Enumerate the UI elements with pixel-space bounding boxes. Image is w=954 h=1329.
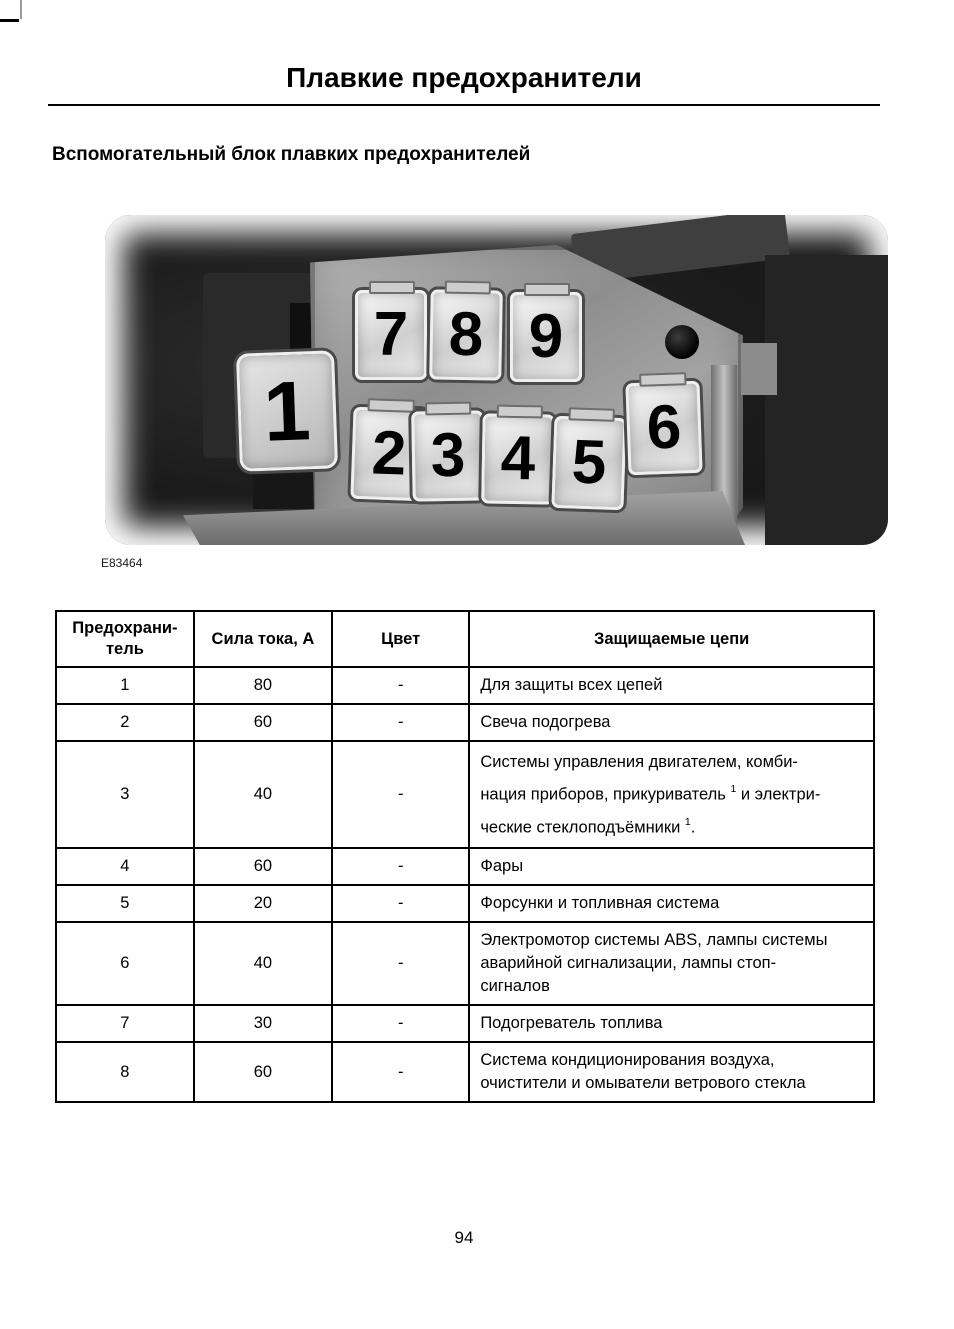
fuse-label-1: 1 <box>236 350 338 471</box>
circuit-line: ческие стеклоподъёмники $^1$. <box>480 815 696 836</box>
fuse-number-cell: 7 <box>56 1005 194 1042</box>
color-cell: - <box>332 667 469 704</box>
amperage-cell: 60 <box>194 704 332 741</box>
amperage-cell: 80 <box>194 667 332 704</box>
photo-tab-shape <box>741 343 777 395</box>
amperage-cell: 60 <box>194 1042 332 1102</box>
fuse-box-photo <box>105 215 888 545</box>
page-corner-mark-vertical <box>20 0 22 19</box>
fuse-label-4: 4 <box>481 413 555 504</box>
circuit-line: Системы управления двигателем, комби- <box>480 753 798 771</box>
fuse-number-cell: 4 <box>56 848 194 885</box>
circuits-cell <box>469 922 874 1005</box>
circuit-line: очистители и омыватели ветрового стекла <box>480 1074 806 1092</box>
fuse-label-5: 5 <box>551 416 626 510</box>
section-heading: Вспомогательный блок плавких предохранителей <box>52 144 531 165</box>
table-row <box>56 1042 874 1102</box>
color-cell: - <box>332 922 469 1005</box>
fuse-label-6: 6 <box>625 381 702 476</box>
circuit-line: Подогреватель топлива <box>480 1014 663 1032</box>
fuse-number-cell: 8 <box>56 1042 194 1102</box>
circuits-cell <box>469 704 874 741</box>
circuit-line: Форсунки и топливная система <box>480 894 720 912</box>
circuit-line: Электромотор системы ABS, лампы системы <box>480 931 828 949</box>
circuit-line: Свеча подогрева <box>480 713 611 731</box>
fuse-label-3: 3 <box>411 410 485 501</box>
fuse-label-2: 2 <box>350 407 427 502</box>
circuits-cell <box>469 1005 874 1042</box>
amperage-cell: 40 <box>194 922 332 1005</box>
fuse-box-hole <box>665 325 699 359</box>
column-header: Предохрани- тель <box>56 611 194 667</box>
circuits-cell <box>469 1042 874 1102</box>
color-cell: - <box>332 885 469 922</box>
amperage-cell: 60 <box>194 848 332 885</box>
page-title: Плавкие предохранители <box>286 62 642 93</box>
fuse-label-9: 9 <box>510 292 582 382</box>
table-row <box>56 922 874 1005</box>
fuses-table <box>55 610 875 1103</box>
fuse-number-cell: 3 <box>56 741 194 848</box>
amperage-cell: 20 <box>194 885 332 922</box>
photo-housing-shape <box>765 255 888 545</box>
color-cell: - <box>332 1042 469 1102</box>
amperage-cell: 40 <box>194 741 332 848</box>
table-header-row <box>56 611 874 667</box>
column-header: Сила тока, А <box>194 611 332 667</box>
circuit-line: Фары <box>480 857 524 875</box>
circuit-line: аварийной сигнализации, лампы стоп- <box>480 954 777 972</box>
footnote-marker: 1 <box>730 783 737 795</box>
column-header: Защищаемые цепи <box>469 611 874 667</box>
fuse-number-cell: 6 <box>56 922 194 1005</box>
table-row <box>56 741 874 848</box>
circuits-cell <box>469 848 874 885</box>
color-cell: - <box>332 704 469 741</box>
circuits-cell <box>469 667 874 704</box>
circuit-line: сигналов <box>480 977 550 995</box>
fuse-number-cell: 1 <box>56 667 194 704</box>
circuit-line: нация приборов, прикуриватель $^1$ и электри- <box>480 783 821 804</box>
table-row <box>56 848 874 885</box>
circuit-line: Система кондиционирования воздуха, <box>480 1051 775 1069</box>
color-cell: - <box>332 741 469 848</box>
page-corner-mark-horizontal <box>0 19 19 22</box>
column-header: Цвет <box>332 611 469 667</box>
fuse-number-cell: 5 <box>56 885 194 922</box>
table-row <box>56 1005 874 1042</box>
footnote-marker: 1 <box>684 815 691 828</box>
fuse-label-8: 8 <box>429 289 503 380</box>
figure-code: E83464 <box>101 556 143 570</box>
table-body <box>56 667 874 1102</box>
title-divider <box>48 104 880 106</box>
amperage-cell: 30 <box>194 1005 332 1042</box>
page-number: 94 <box>454 1228 474 1247</box>
circuits-cell <box>469 885 874 922</box>
color-cell: - <box>332 848 469 885</box>
table-row <box>56 667 874 704</box>
table-row <box>56 885 874 922</box>
circuits-cell <box>469 741 874 848</box>
table-row <box>56 704 874 741</box>
color-cell: - <box>332 1005 469 1042</box>
fuse-number-cell: 2 <box>56 704 194 741</box>
fuse-label-7: 7 <box>355 290 427 380</box>
circuit-line: Для защиты всех цепей <box>480 676 663 694</box>
